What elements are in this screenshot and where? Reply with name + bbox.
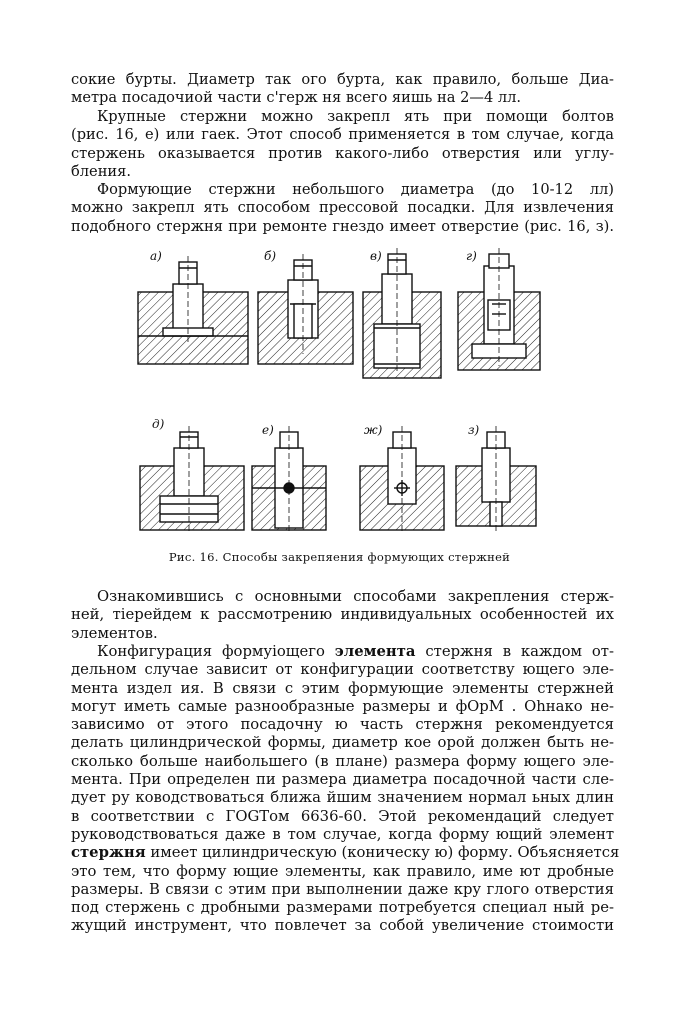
text-line: это тем, что форму ющие элементы, как правило, име ют дробные — [71, 862, 614, 880]
text-line: Формующие стержни небольшого диаметра (до 10-12 лл) — [97, 181, 614, 198]
label-e: е) — [262, 423, 274, 437]
text-line: метра посадочиой части с'герж ня всего яишь на 2—4 лл. — [71, 89, 522, 107]
text-line: зависимо от этого посадочну ю часть стержня рекомендуется — [71, 716, 614, 734]
diagram-a — [138, 256, 248, 364]
text-line: могут иметь самые разнообразные размеры и фOpM . Ohнако не- — [71, 697, 614, 715]
label-v: в) — [370, 249, 382, 263]
paragraph-configuration — [71, 643, 620, 936]
paragraph-top — [71, 71, 614, 108]
figure-caption: Рис. 16. Способы закрепяения формующих стержней — [168, 550, 511, 564]
diagram-v — [363, 248, 441, 378]
label-g: г) — [466, 249, 477, 263]
text-fragment: имеет цилиндрическую (коническу ю) форму. Объясняется — [145, 844, 620, 862]
diagram-e — [252, 426, 326, 534]
paragraph-small-cores — [71, 181, 614, 236]
text-line: жущий инструмент, что повлечет за собой увеличение стоимости — [71, 917, 614, 935]
text-line: делать цилиндрической формы, диаметр кое орой должен быть не- — [71, 734, 614, 752]
text-line: в соответствии с ГОGТом 6636-60. Этой рекомендаций следует — [71, 807, 614, 825]
text-line: Ознакомившись с основными способами закрепления стерж- — [97, 588, 614, 605]
paragraph-review — [71, 588, 614, 643]
diagram-zh — [360, 426, 444, 534]
bold-term: стержня — [71, 844, 146, 862]
text-line: (рис. 16, е) или гаек. Этот способ применяется в том случае, когда — [71, 126, 614, 144]
label-zh: ж) — [364, 423, 383, 437]
text-line: руководствоваться даже в том случае, когда форму ющий элемент — [71, 825, 614, 843]
figure-16 — [130, 244, 550, 544]
bold-term: элемента — [334, 643, 416, 660]
diagram-g — [458, 248, 540, 370]
text-line: мента издел ия. В связи с этим формующие элементы стержней — [71, 679, 614, 697]
figure-drawing — [130, 244, 550, 544]
label-b: б) — [264, 249, 277, 263]
text-line-first — [71, 643, 614, 661]
paragraph-bolts — [71, 108, 614, 181]
text-line: можно закрепл ять способом прессовой посадки. Для извлечения — [71, 199, 614, 217]
text-line: подобного стержня при ремонте гнездо имеет отверстие (рис. 16, з). — [71, 217, 614, 235]
text-line: сколько больше наибольшего (в плане) размера форму ющего эле- — [71, 752, 614, 770]
text-line: дельном случае зависит от конфигурации соответству ющего эле- — [71, 661, 614, 679]
text-line: мента. При определен пи размера диаметра посадочной части сле- — [71, 771, 614, 789]
text-fragment: Конфигурация формуiощего — [97, 643, 335, 660]
label-d: д) — [152, 417, 165, 431]
label-a: а) — [150, 249, 162, 263]
text-line: Крупные стержни можно закрепл ять при помощи болтов — [97, 108, 614, 125]
text-line: стержень оказывается против какого-либо отверстия или углу- — [71, 144, 614, 162]
text-line: под стержень с дробными размерами потребуется специал ный ре- — [71, 899, 614, 917]
diagram-b — [258, 254, 353, 364]
label-z: з) — [468, 423, 480, 437]
text-fragment: стержня в каждом от- — [415, 643, 614, 660]
text-line-bold — [71, 844, 620, 862]
diagram-d — [140, 426, 244, 534]
text-line: дует ру ководствоваться ближа йшим значением нормал ьных длин — [71, 789, 614, 807]
text-line: сокие бурты. Диаметр так ого бурта, как правило, больше Диа- — [71, 71, 614, 88]
text-line: бления. — [71, 162, 131, 180]
text-line: размеры. В связи с этим при выполнении даже кру глого отверстия — [71, 880, 614, 898]
text-line: элементов. — [71, 624, 158, 642]
diagram-z — [456, 426, 536, 534]
text-line: ней, тiерейдем к рассмотрению индивидуальных особенностей их — [71, 606, 614, 624]
